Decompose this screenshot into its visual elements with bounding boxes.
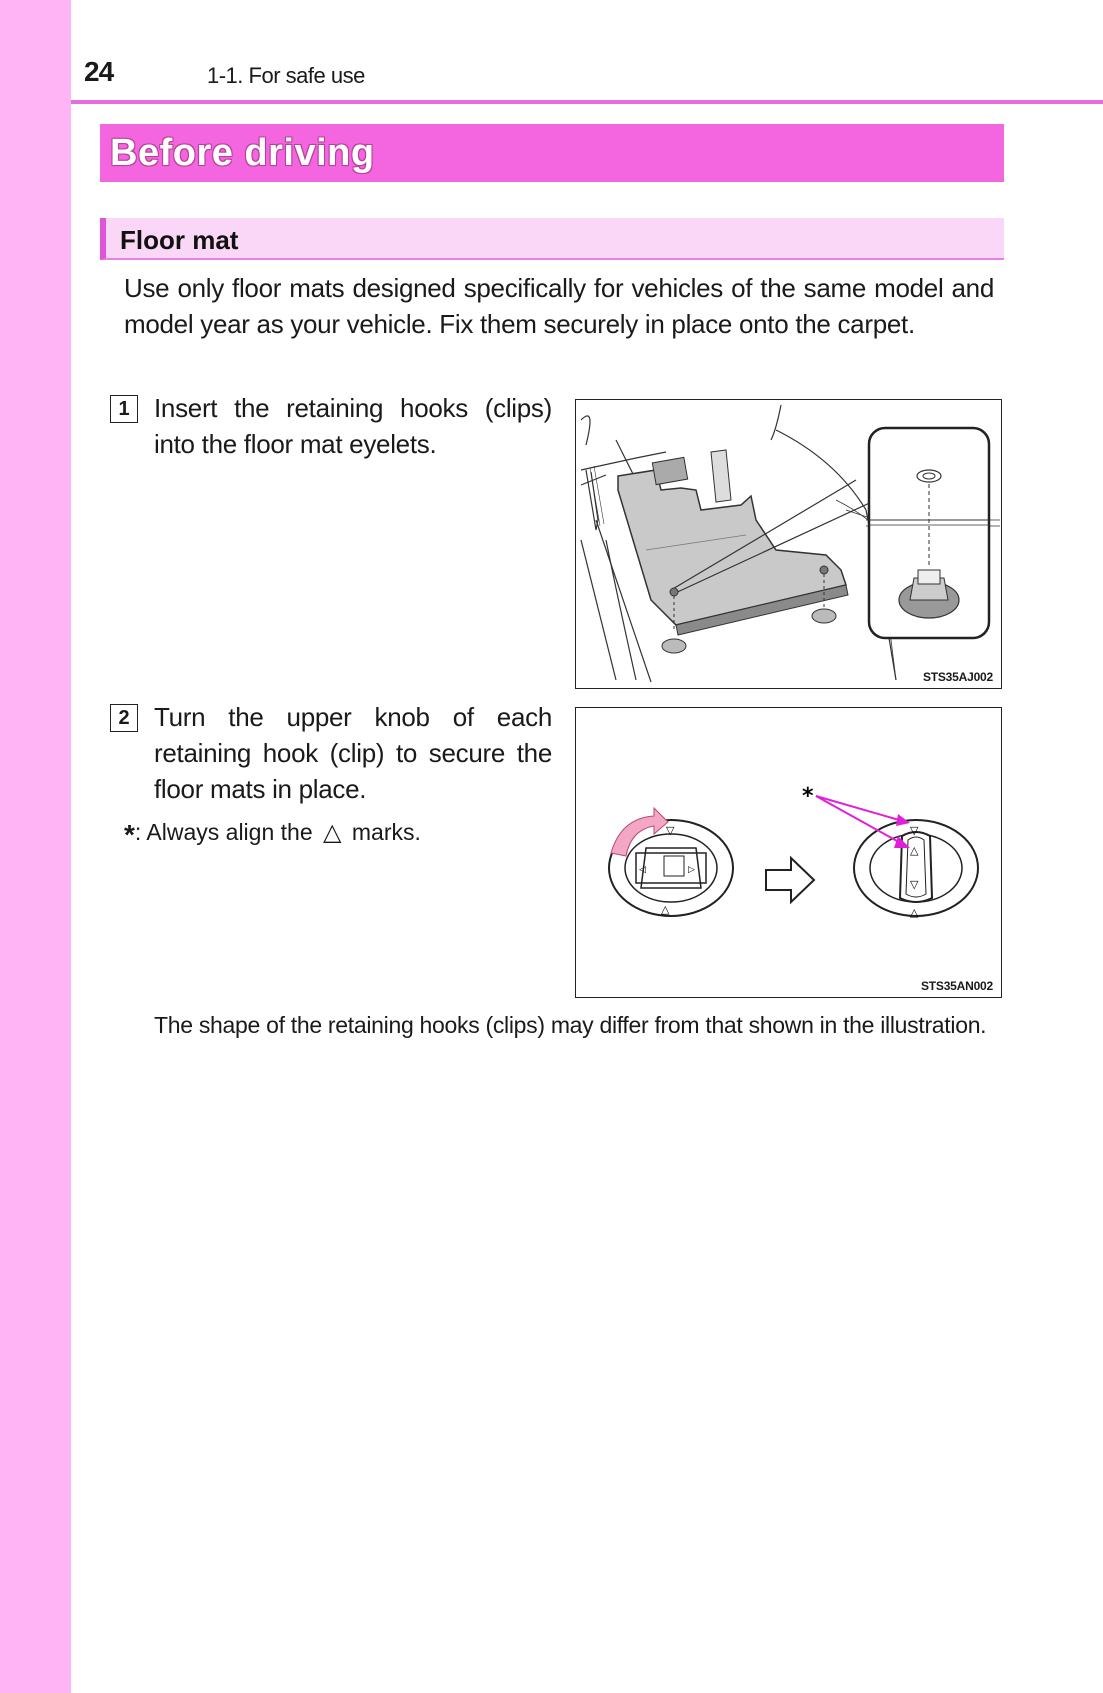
align-marks-note (124, 818, 421, 851)
step-1-number: 1 (110, 395, 138, 423)
intro-paragraph: Use only floor mats designed specifically for vehicles of the same model and model year as your vehicle. Fix them securely in place onto the carpet. (124, 273, 994, 339)
page-number: 24 (84, 56, 114, 87)
header-rule (71, 100, 1103, 104)
svg-text:▽: ▽ (910, 824, 919, 837)
section-reference: 1-1. For safe use (207, 63, 365, 88)
svg-text:▷: ▷ (688, 865, 695, 875)
step-1-text: Insert the retaining hooks (clips) into the floor mat eyelets. (154, 393, 552, 459)
callout-asterisk: * (802, 784, 814, 809)
svg-text:△: △ (910, 906, 919, 919)
figure-2-code: STS35AN002 (920, 979, 993, 993)
svg-text:△: △ (910, 844, 919, 857)
step-2-number: 2 (110, 704, 138, 732)
svg-text:◁: ◁ (639, 865, 646, 875)
figure-1-code: STS35AJ002 (922, 670, 993, 684)
svg-text:△: △ (661, 903, 670, 916)
note-text-after: marks. (351, 819, 421, 845)
note-asterisk: * (124, 819, 135, 850)
page-title: Before driving (110, 132, 375, 174)
triangle-mark-icon: △ (323, 819, 342, 846)
note-text-before: : Always align the (134, 819, 313, 845)
side-strip (0, 0, 71, 1693)
floor-mat-drawing (576, 400, 1000, 686)
svg-text:▽: ▽ (910, 878, 919, 891)
arrow-right-icon (766, 858, 814, 902)
title-bar (100, 124, 1004, 182)
footnote: The shape of the retaining hooks (clips) may differ from that shown in the illustration. (154, 1012, 987, 1038)
step-2-text: Turn the upper knob of each retaining hook (clip) to secure the floor mats in place. (154, 702, 552, 804)
floor-mat-illustration (575, 399, 1002, 689)
hook-rotation-illustration (575, 707, 1002, 998)
svg-text:▽: ▽ (666, 824, 675, 837)
subsection-title: Floor mat (120, 225, 239, 255)
subsection-bar (100, 218, 1004, 260)
hook-rotation-drawing (576, 708, 1000, 995)
